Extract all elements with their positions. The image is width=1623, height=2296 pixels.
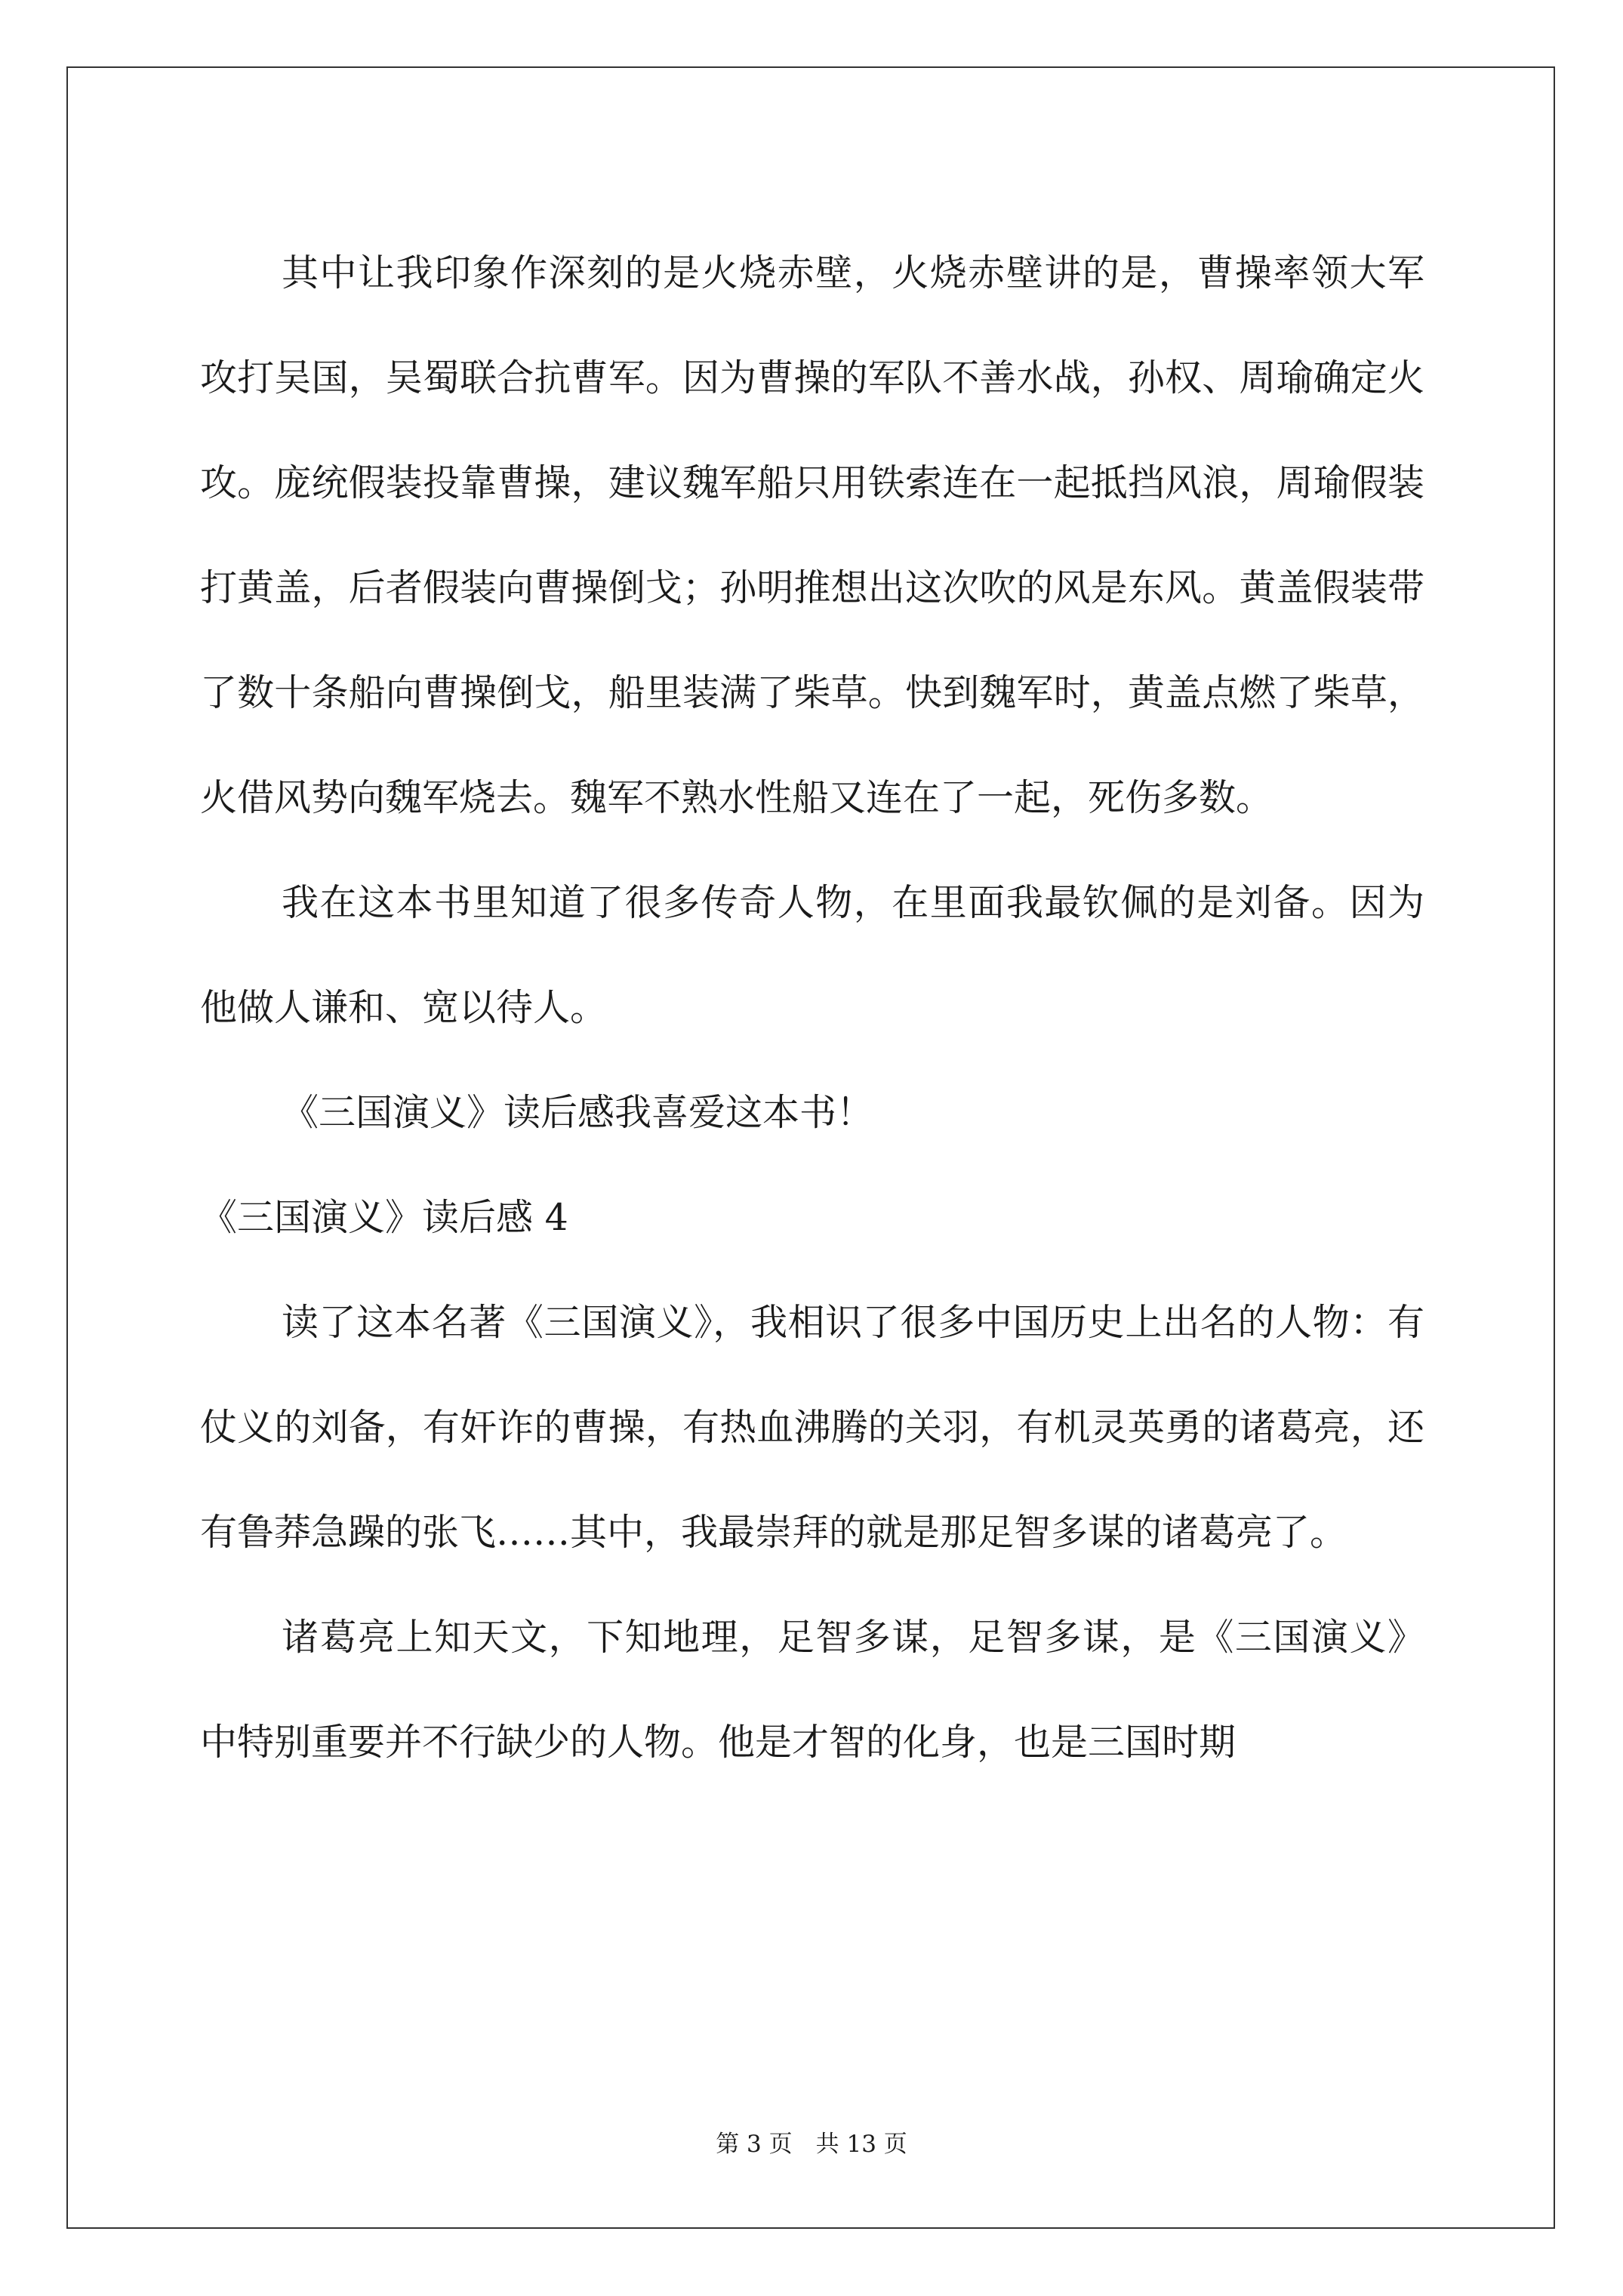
paragraph-zhuge-liang: 诸葛亮上知天文，下知地理，足智多谋，足智多谋，是《三国演义》中特别重要并不行缺少的人物。他是才智的化身，也是三国时期 <box>200 1616 1424 1764</box>
paragraph-admire-liu-bei: 我在这本书里知道了很多传奇人物，在里面我最钦佩的是刘备。因为他做人谦和、宽以待人。 <box>200 881 1424 1029</box>
paragraph-fire-at-red-cliffs: 其中让我印象作深刻的是火烧赤壁，火烧赤壁讲的是，曹操率领大军攻打吴国，吴蜀联合抗曹军。因为曹操的军队不善水战，孙权、周瑜确定火攻。庞统假装投靠曹操，建议魏军船只用铁索连在一起抵挡风浪，周瑜假装打黄盖，后者假装向曹操倒戈；孙明推想出这次吹的风是东风。黄盖假装带了数十条船向曹操倒戈，船里装满了柴草。快到魏军时，黄盖点燃了柴草，火借风势向魏军烧去。魏军不熟水性船又连在了一起，死伤多数。 <box>200 251 1424 819</box>
section-heading: 《三国演义》读后感 4 <box>200 1196 568 1239</box>
page-number-footer: 第 3 页 共 13 页 <box>716 2131 907 2158</box>
paragraph-love-this-book: 《三国演义》读后感我喜爱这本书！ <box>282 1091 874 1134</box>
document-body <box>200 220 1424 1795</box>
paragraph-famous-characters: 读了这本名著《三国演义》，我相识了很多中国历史上出名的人物：有仗义的刘备，有奸诈的曹操，有热血沸腾的关羽，有机灵英勇的诸葛亮，还有鲁莽急躁的张飞……其中，我最崇拜的就是那足智多谋的诸葛亮了。 <box>200 1301 1424 1554</box>
